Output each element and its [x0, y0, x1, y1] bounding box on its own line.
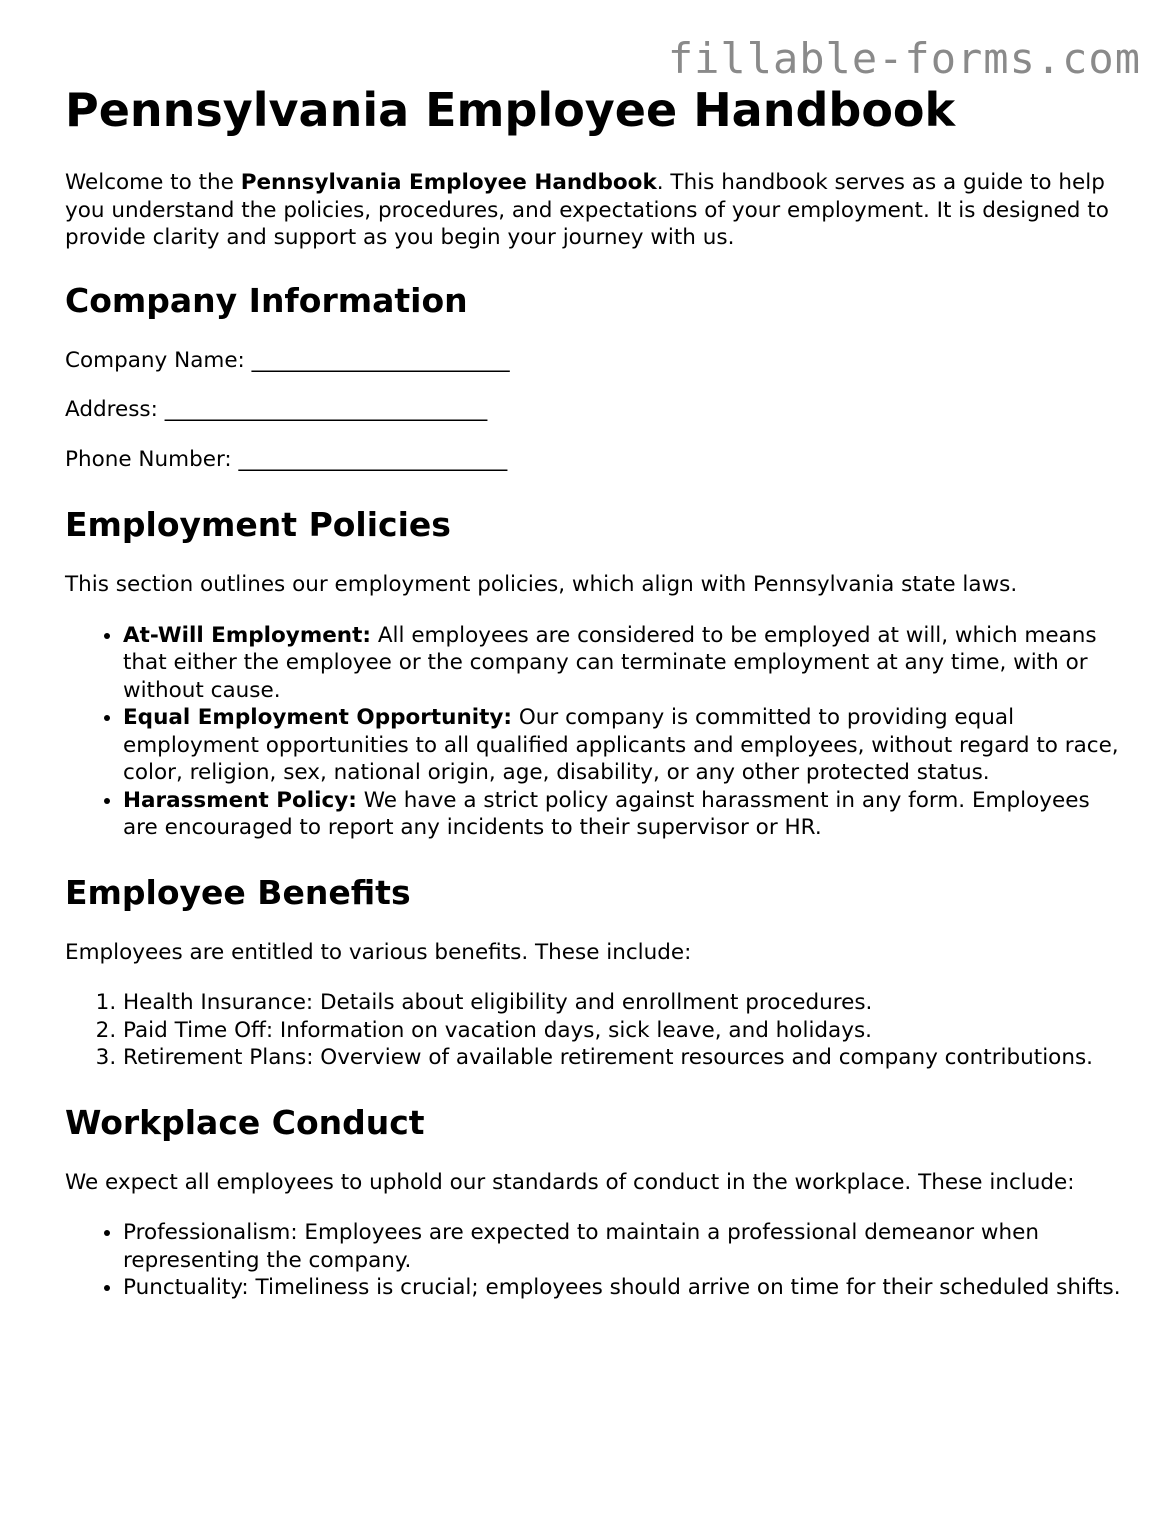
list-item-text: We have a strict policy against harassment in any form. Employees are encouraged to report any incidents to their supervisor or HR. — [123, 787, 1090, 840]
intro-paragraph — [65, 169, 1125, 252]
watermark: fillable-forms.com — [667, 34, 1141, 83]
list-item — [123, 622, 1125, 705]
company-info-fields — [65, 347, 1125, 474]
list-item-term: At-Will Employment: — [123, 622, 371, 648]
employment-policies-intro: This section outlines our employment policies, which align with Pennsylvania state laws. — [65, 572, 1018, 597]
list-item-text: All employees are considered to be employed at will, which means that either the employee or the company can terminate employment at any time, with or without cause. — [123, 622, 1097, 703]
list-item-term: Equal Employment Opportunity: — [123, 705, 513, 730]
address-field[interactable] — [65, 396, 1125, 424]
phone-number-label: Phone Number: — [65, 446, 232, 472]
company-name-field[interactable] — [65, 347, 1125, 375]
address-blank[interactable]: ______________________________ — [164, 397, 488, 422]
intro-prefix: Welcome to the — [65, 170, 241, 195]
list-item — [123, 704, 1125, 787]
company-name-blank[interactable]: ________________________ — [251, 347, 510, 373]
document-content — [65, 169, 1125, 1302]
phone-number-field[interactable] — [65, 446, 1125, 474]
list-item: 2. Paid Time Off: Information on vacation days, sick leave, and holidays. — [123, 1017, 1125, 1045]
page-title: Pennsylvania Employee Handbook — [65, 83, 956, 137]
employee-benefits-list — [65, 989, 1125, 1072]
list-item: • Professionalism: Employees are expected to maintain a professional demeanor when representing the company. — [123, 1219, 1125, 1274]
employee-benefits-intro: Employees are entitled to various benefits. These include: — [65, 939, 692, 965]
workplace-conduct-heading: Workplace Conduct — [65, 1102, 425, 1142]
list-item: • Punctuality: Timeliness is crucial; employees should arrive on time for their scheduled shifts. — [123, 1274, 1125, 1302]
intro-bold-title: Pennsylvania Employee Handbook — [240, 170, 657, 195]
workplace-conduct-intro: We expect all employees to uphold our standards of conduct in the workplace. These include: — [65, 1169, 1075, 1195]
list-item-text: Our company is committed to providing equal employment opportunities to all qualified applicants and employees, without regard to race, color, religion, sex, national origin, age, disability, or any other protected status. — [123, 705, 1119, 785]
employment-policies-heading: Employment Policies — [65, 505, 451, 544]
phone-number-blank[interactable]: _________________________ — [238, 446, 508, 472]
employee-benefits-heading: Employee Benefits — [65, 872, 411, 912]
intro-suffix: . This handbook serves as a guide to help you understand the policies, procedures, and expectations of your employment. It is designed to provide clarity and support as you begin your journey with us. — [65, 170, 1109, 250]
employment-policies-list — [65, 622, 1125, 842]
company-name-label: Company Name: — [65, 347, 245, 373]
list-item: 3. Retirement Plans: Overview of available retirement resources and company contributions. — [123, 1044, 1125, 1072]
list-item-term: Harassment Policy: — [123, 787, 357, 813]
address-label: Address: — [65, 397, 158, 422]
list-item: 1. Health Insurance: Details about eligibility and enrollment procedures. — [123, 989, 1125, 1017]
list-item — [123, 787, 1125, 842]
workplace-conduct-list — [65, 1219, 1125, 1302]
company-info-heading: Company Information — [65, 280, 468, 320]
